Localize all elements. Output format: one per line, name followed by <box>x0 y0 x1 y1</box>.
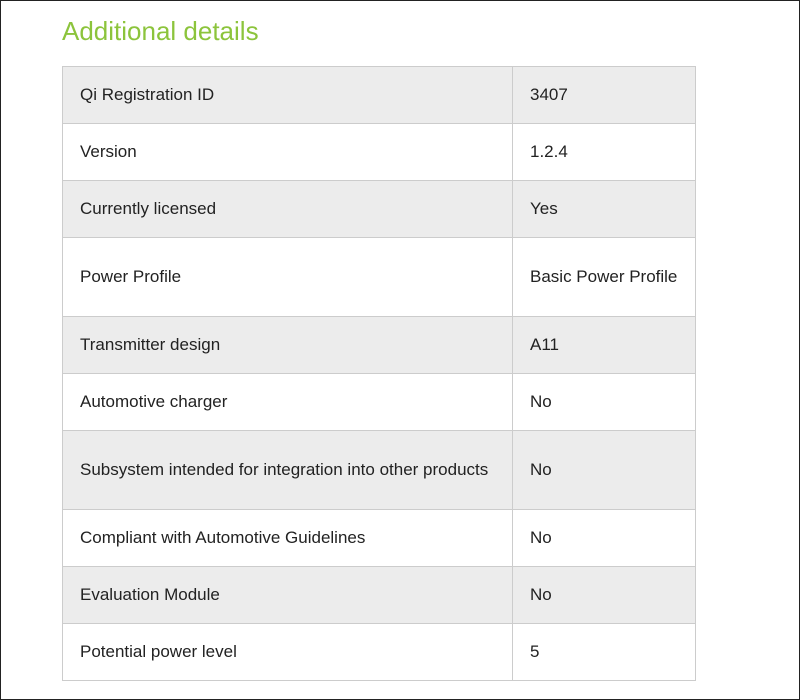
table-row <box>63 624 696 681</box>
row-label-currently-licensed: Currently licensed <box>63 181 513 238</box>
table-row <box>63 431 696 510</box>
row-value-power-profile: Basic Power Profile <box>513 238 696 317</box>
row-label-version: Version <box>63 124 513 181</box>
table-row <box>63 510 696 567</box>
table-row <box>63 124 696 181</box>
row-value-qi-registration-id: 3407 <box>513 67 696 124</box>
row-label-subsystem-integration: Subsystem intended for integration into other products <box>63 431 513 510</box>
table-row <box>63 238 696 317</box>
row-value-subsystem-integration: No <box>513 431 696 510</box>
row-label-automotive-charger: Automotive charger <box>63 374 513 431</box>
row-label-compliant-automotive-guidelines: Compliant with Automotive Guidelines <box>63 510 513 567</box>
row-label-qi-registration-id: Qi Registration ID <box>63 67 513 124</box>
table-row <box>63 67 696 124</box>
row-value-compliant-automotive-guidelines: No <box>513 510 696 567</box>
table-row <box>63 181 696 238</box>
row-label-transmitter-design: Transmitter design <box>63 317 513 374</box>
table-row <box>63 567 696 624</box>
row-value-automotive-charger: No <box>513 374 696 431</box>
row-value-transmitter-design: A11 <box>513 317 696 374</box>
row-value-potential-power-level: 5 <box>513 624 696 681</box>
table-row <box>63 317 696 374</box>
additional-details-table <box>62 66 696 681</box>
row-label-power-profile: Power Profile <box>63 238 513 317</box>
row-value-evaluation-module: No <box>513 567 696 624</box>
row-value-version: 1.2.4 <box>513 124 696 181</box>
section-title: Additional details <box>62 16 259 46</box>
row-value-currently-licensed: Yes <box>513 181 696 238</box>
row-label-evaluation-module: Evaluation Module <box>63 567 513 624</box>
row-label-potential-power-level: Potential power level <box>63 624 513 681</box>
table-row <box>63 374 696 431</box>
